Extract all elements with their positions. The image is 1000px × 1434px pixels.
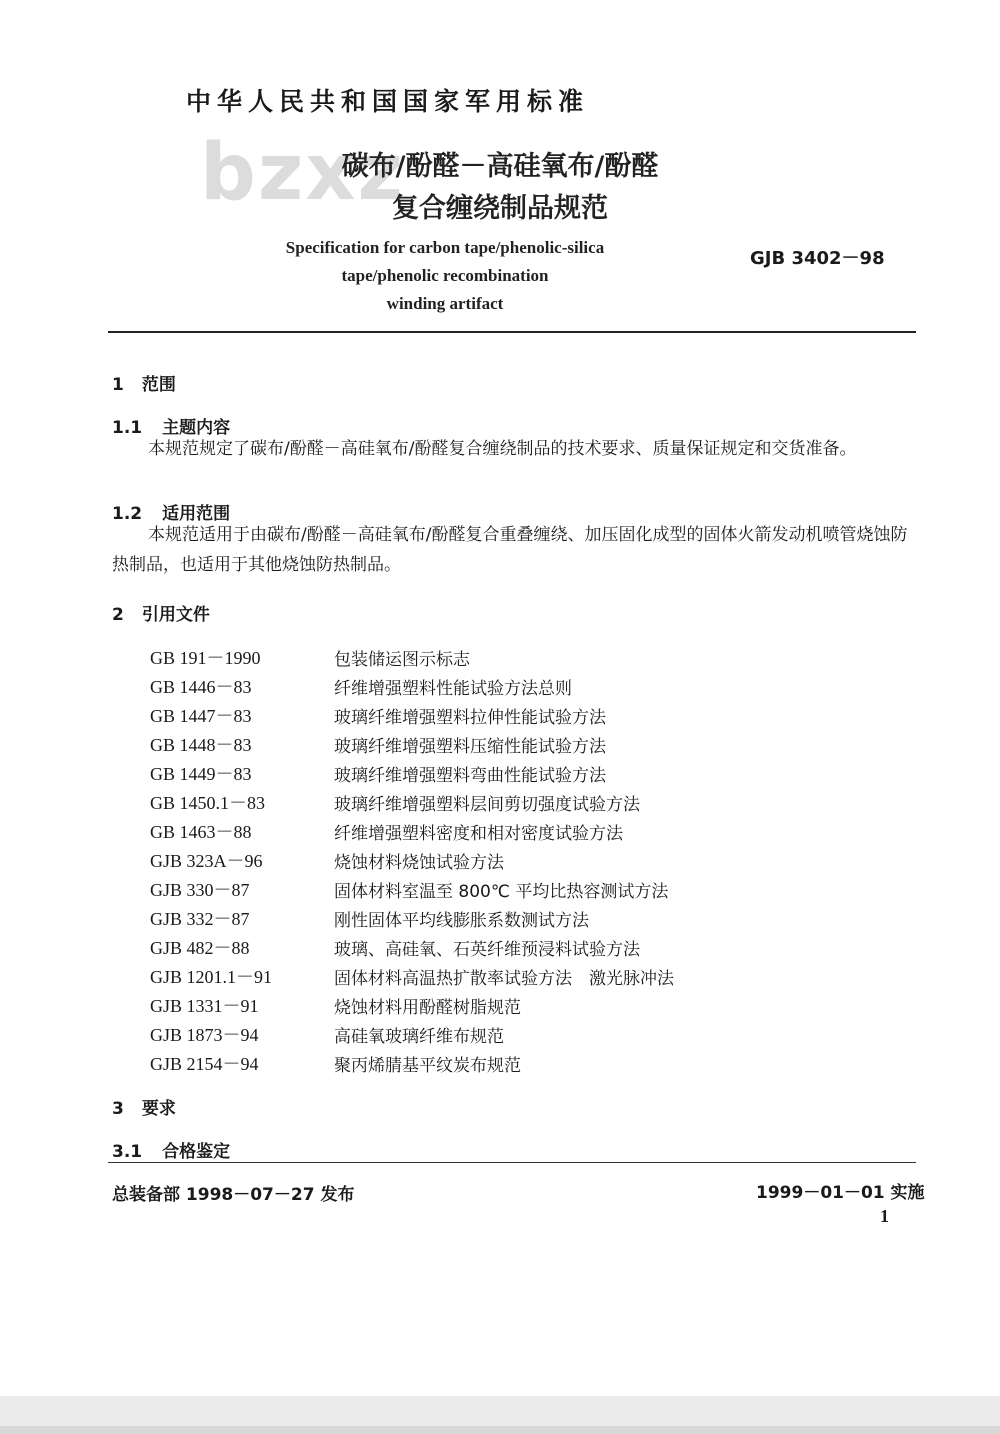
viewer-scrollbar-track[interactable]: [0, 1426, 1000, 1434]
reference-title: 烧蚀材料用酚醛树脂规范: [334, 998, 521, 1018]
reference-code: GJB 2154－94: [150, 1054, 259, 1074]
reference-title: 高硅氧玻璃纤维布规范: [334, 1027, 504, 1047]
reference-title: 玻璃纤维增强塑料弯曲性能试验方法: [334, 766, 606, 786]
reference-code: GJB 482－88: [150, 938, 250, 958]
section-1-heading: [112, 370, 176, 395]
reference-title: 纤维增强塑料性能试验方法总则: [334, 679, 572, 699]
reference-code: GJB 332－87: [150, 909, 250, 929]
section-title: 适用范围: [162, 504, 231, 524]
reference-title: 玻璃、高硅氧、石英纤维预浸料试验方法: [334, 940, 640, 960]
section-2-heading: [112, 600, 210, 625]
reference-code: GJB 323A－96: [150, 851, 263, 871]
reference-code: GJB 1873－94: [150, 1025, 259, 1045]
reference-code: GJB 1331－91: [150, 996, 259, 1016]
reference-code: GJB 1201.1－91: [150, 967, 273, 987]
reference-code: GB 1449－83: [150, 764, 252, 784]
page-number: 1: [880, 1206, 889, 1226]
english-title-line3: winding artifact: [386, 294, 504, 313]
reference-title: 玻璃纤维增强塑料拉伸性能试验方法: [334, 708, 606, 728]
english-title-line1: Specification for carbon tape/phenolic-silica: [285, 238, 605, 257]
section-number: 2: [112, 605, 124, 625]
section-1-2-text: 本规范适用于由碳布/酚醛－高硅氧布/酚醛复合重叠缠绕、加压固化成型的固体火箭发动机喷管烧蚀防热制品，也适用于其他烧蚀防热制品。: [112, 525, 908, 575]
english-title-line2: tape/phenolic recombination: [341, 266, 549, 285]
reference-code: GB 191－1990: [150, 648, 261, 668]
reference-title: 刚性固体平均线膨胀系数测试方法: [334, 911, 589, 931]
reference-title: 固体材料室温至 800℃ 平均比热容测试方法: [334, 882, 669, 902]
section-3-1-heading: [112, 1137, 230, 1162]
section-title: 主题内容: [162, 418, 231, 438]
reference-code: GB 1450.1－83: [150, 793, 266, 813]
section-number: 3.1: [112, 1142, 143, 1162]
reference-title: 纤维增强塑料密度和相对密度试验方法: [334, 824, 623, 844]
reference-title: 玻璃纤维增强塑料压缩性能试验方法: [334, 737, 606, 757]
reference-title: 包装储运图示标志: [334, 650, 470, 670]
reference-title: 聚丙烯腈基平纹炭布规范: [334, 1056, 521, 1076]
section-title: 合格鉴定: [162, 1142, 231, 1162]
effective-date: 1999－01－01 实施: [756, 1183, 925, 1203]
org-title: 中华人民共和国国家军用标准: [186, 87, 590, 116]
section-title: 引用文件: [141, 605, 210, 625]
header-divider: [108, 331, 916, 333]
doc-title-line1: 碳布/酚醛－高硅氧布/酚醛: [341, 151, 659, 182]
section-number: 1.1: [112, 418, 143, 438]
reference-title: 玻璃纤维增强塑料层间剪切强度试验方法: [334, 795, 640, 815]
reference-title: 固体材料高温热扩散率试验方法 激光脉冲法: [334, 969, 674, 989]
standard-code: GJB 3402－98: [750, 248, 885, 269]
watermark: bzxz: [200, 128, 405, 218]
issue-date: 总装备部 1998－07－27 发布: [112, 1185, 355, 1205]
section-1-1-text: 本规范规定了碳布/酚醛－高硅氧布/酚醛复合缠绕制品的技术要求、质量保证规定和交货准备。: [148, 439, 857, 459]
section-number: 1: [112, 375, 124, 395]
section-title: 要求: [141, 1099, 176, 1119]
footer-divider: [108, 1162, 916, 1163]
reference-code: GB 1446－83: [150, 677, 252, 697]
section-title: 范围: [141, 375, 176, 395]
reference-code: GB 1448－83: [150, 735, 252, 755]
section-3-heading: [112, 1094, 176, 1119]
reference-title: 烧蚀材料烧蚀试验方法: [334, 853, 504, 873]
reference-code: GJB 330－87: [150, 880, 250, 900]
section-number: 3: [112, 1099, 124, 1119]
reference-code: GB 1463－88: [150, 822, 252, 842]
section-number: 1.2: [112, 504, 143, 524]
doc-title-line2: 复合缠绕制品规范: [392, 193, 608, 224]
reference-code: GB 1447－83: [150, 706, 252, 726]
